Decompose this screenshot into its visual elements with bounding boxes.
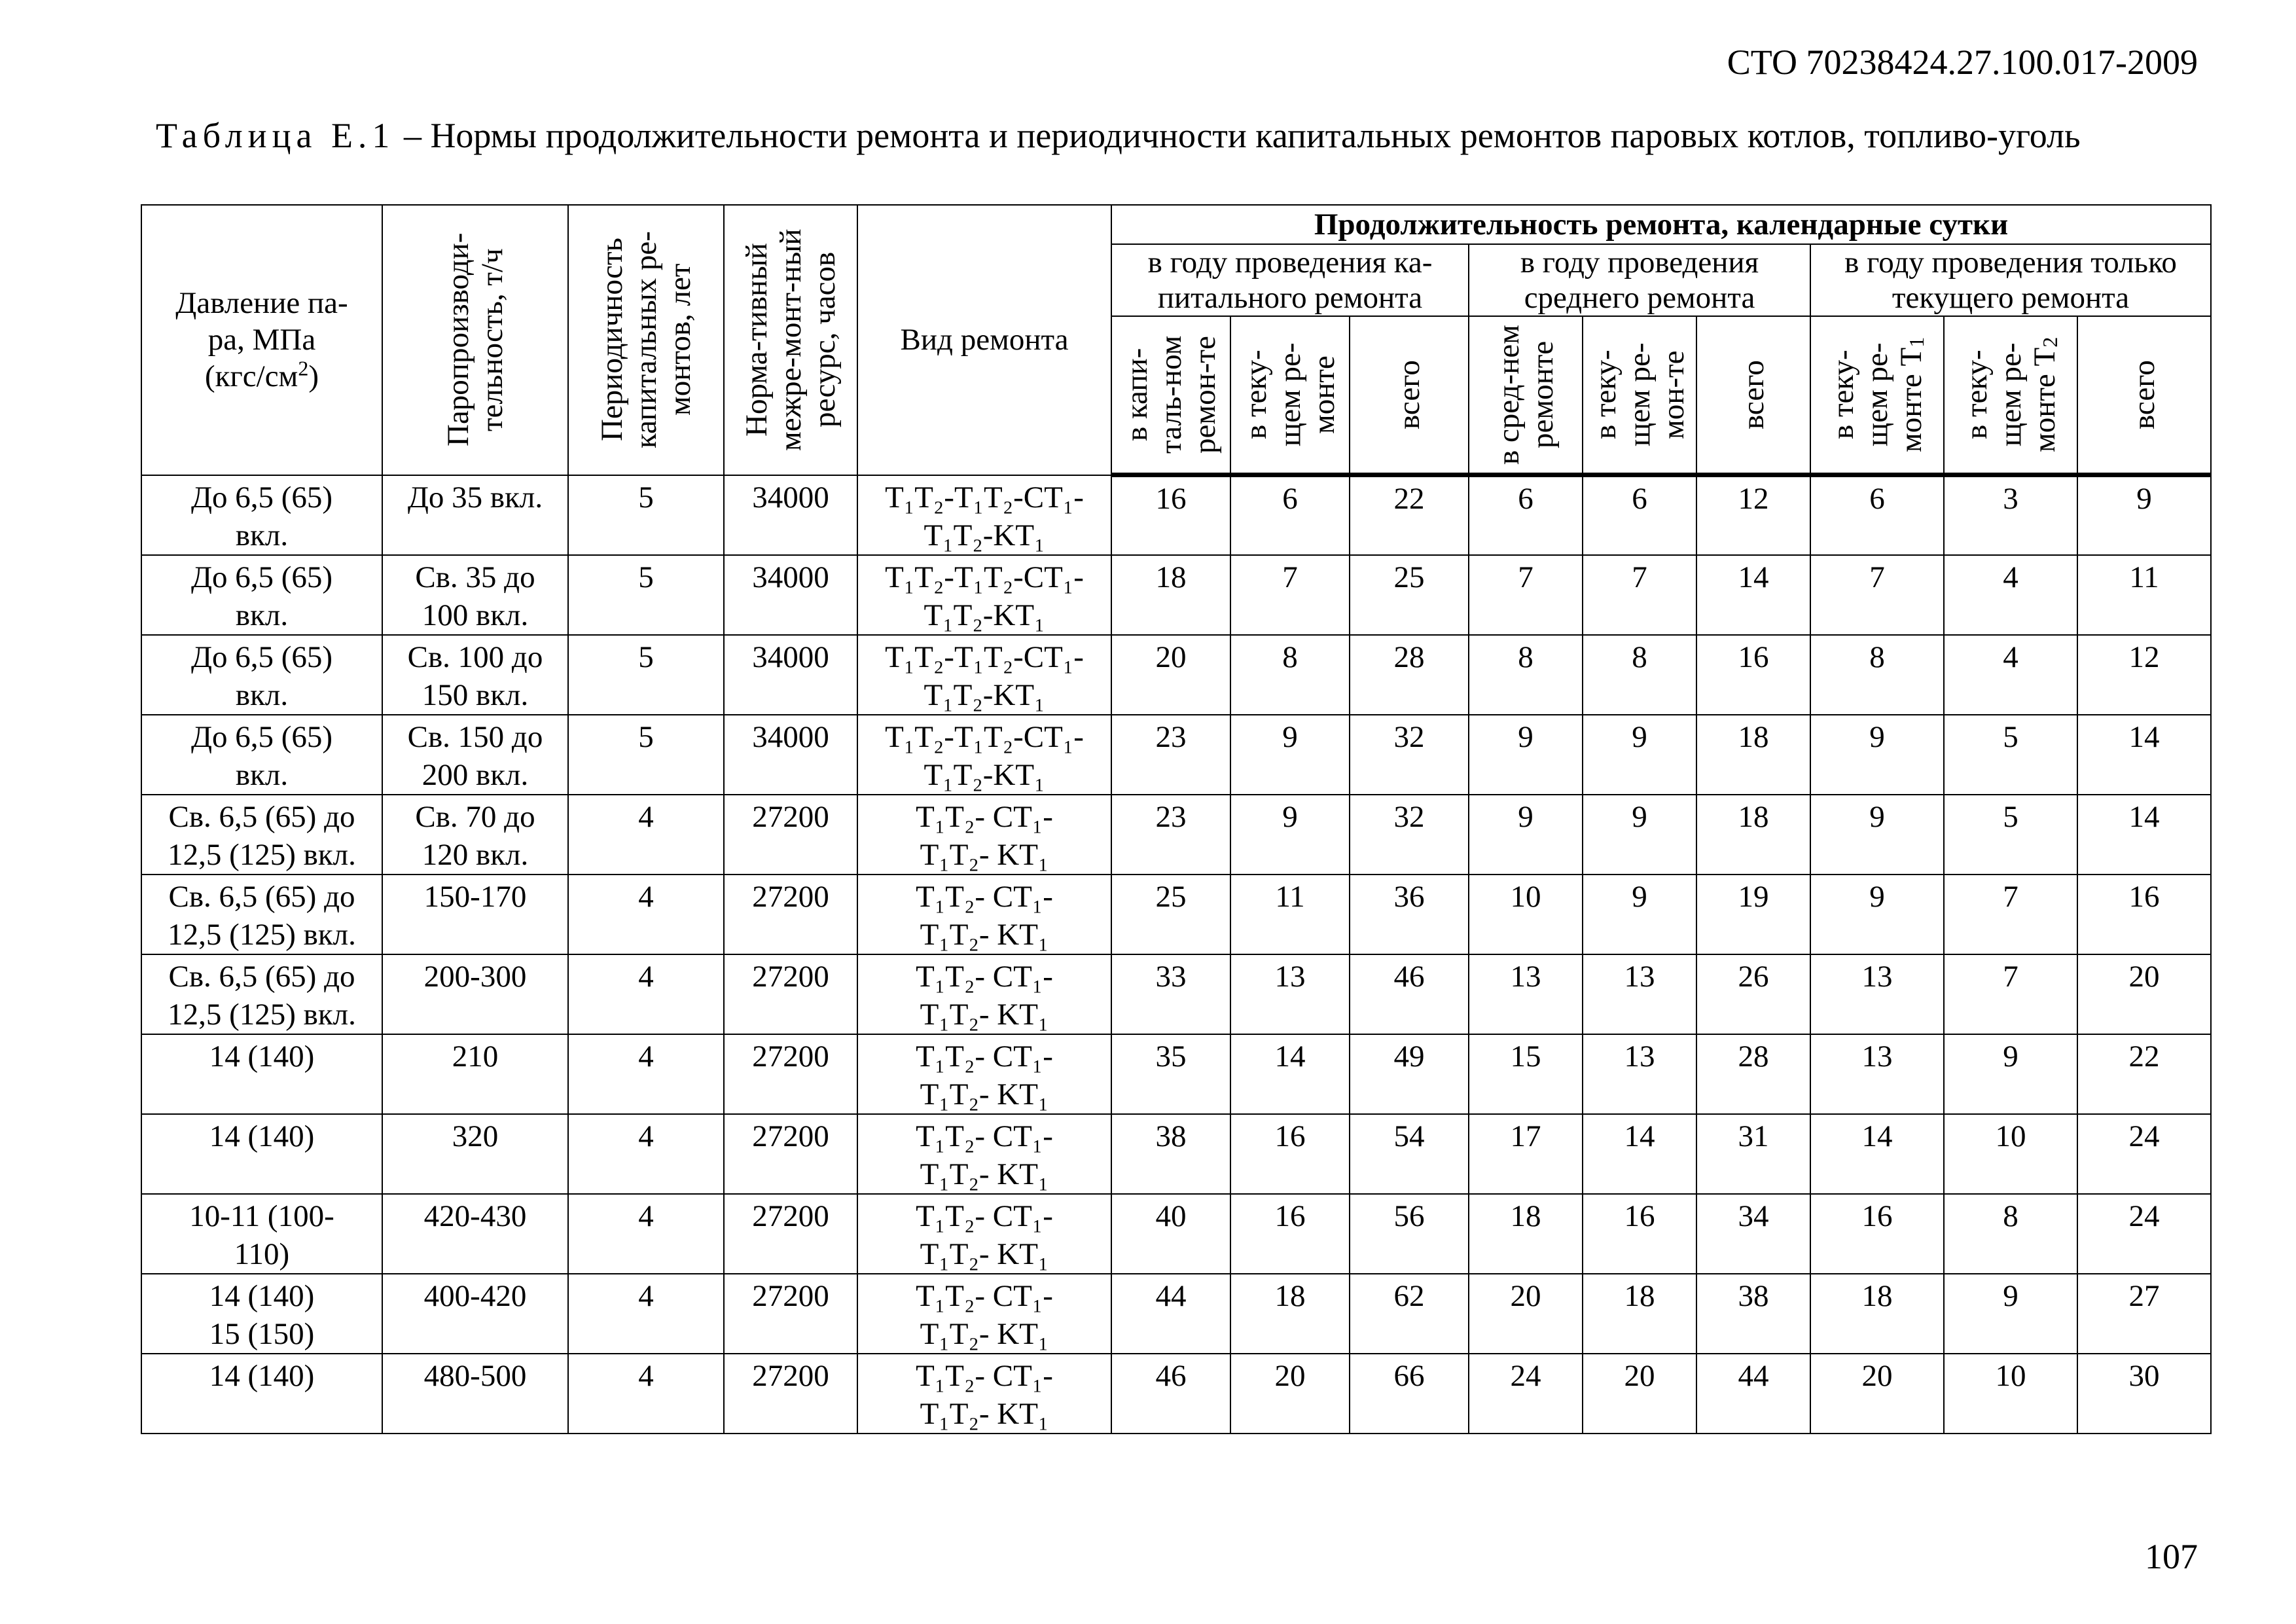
cell-cap-capital: 23 [1111, 715, 1230, 795]
col-header-med-current: в теку- щем ре- мон-те [1583, 316, 1696, 475]
cell-pressure: 10-11 (100- 110) [141, 1194, 382, 1274]
cell-med-medium: 9 [1469, 715, 1583, 795]
table-row [141, 715, 2211, 795]
cell-cap-current: 8 [1230, 635, 1350, 715]
cell-cur-t1: 13 [1810, 1034, 1944, 1114]
cell-capacity: 150-170 [382, 875, 568, 954]
cell-cur-t1: 7 [1810, 555, 1944, 635]
cell-period: 4 [568, 954, 724, 1034]
cell-resource: 34000 [724, 635, 857, 715]
cell-cur-t2: 7 [1944, 875, 2077, 954]
cell-cur-t1: 9 [1810, 875, 1944, 954]
cell-capacity: Св. 70 до 120 вкл. [382, 795, 568, 875]
cell-pressure: До 6,5 (65) вкл. [141, 555, 382, 635]
cell-cap-total: 54 [1350, 1114, 1469, 1194]
col-header-pressure: Давление па- ра, МПа $(кгс/см^2)$ [141, 205, 382, 475]
cell-cur-total: 16 [2077, 875, 2211, 954]
cell-cur-total: 22 [2077, 1034, 2211, 1114]
caption-text: – Нормы продолжительности ремонта и периодичности капитальных ремонтов паровых котлов, топливо-уголь [395, 116, 2081, 155]
cell-repair-kind: T₁T₂- CT₁- T₁T₂- KT₁ [857, 1354, 1111, 1434]
cell-med-total: 31 [1696, 1114, 1810, 1194]
cell-med-medium: 9 [1469, 795, 1583, 875]
cell-med-total: 19 [1696, 875, 1810, 954]
cell-cap-capital: 38 [1111, 1114, 1230, 1194]
cell-cap-current: 11 [1230, 875, 1350, 954]
table-row [141, 1194, 2211, 1274]
cell-med-total: 44 [1696, 1354, 1810, 1434]
col-header-duration: Продолжительность ремонта, календарные сутки [1111, 205, 2211, 244]
cell-cur-t2: 10 [1944, 1114, 2077, 1194]
cell-capacity: Св. 35 до 100 вкл. [382, 555, 568, 635]
cell-period: 4 [568, 795, 724, 875]
cell-pressure: Св. 6,5 (65) до 12,5 (125) вкл. [141, 954, 382, 1034]
cell-resource: 27200 [724, 795, 857, 875]
col-header-cap-current: в теку- щем ре- монте [1230, 316, 1350, 475]
cell-med-total: 14 [1696, 555, 1810, 635]
cell-repair-kind: T₁T₂- CT₁- T₁T₂- KT₁ [857, 875, 1111, 954]
table-row [141, 1354, 2211, 1434]
cell-cur-t1: 20 [1810, 1354, 1944, 1434]
cell-med-medium: 13 [1469, 954, 1583, 1034]
cell-cap-capital: 16 [1111, 475, 1230, 555]
cell-cur-t1: 14 [1810, 1114, 1944, 1194]
cell-cap-current: 6 [1230, 475, 1350, 555]
cell-resource: 27200 [724, 1274, 857, 1354]
cell-cap-total: 32 [1350, 795, 1469, 875]
cell-med-total: 16 [1696, 635, 1810, 715]
cell-period: 5 [568, 475, 724, 555]
cell-cur-t2: 4 [1944, 635, 2077, 715]
cell-cap-total: 25 [1350, 555, 1469, 635]
cell-cur-t1: 6 [1810, 475, 1944, 555]
cell-resource: 27200 [724, 1194, 857, 1274]
cell-pressure: Св. 6,5 (65) до 12,5 (125) вкл. [141, 795, 382, 875]
cell-cap-current: 18 [1230, 1274, 1350, 1354]
cell-resource: 27200 [724, 875, 857, 954]
cell-cur-t2: 3 [1944, 475, 2077, 555]
cell-cur-total: 14 [2077, 795, 2211, 875]
cell-med-medium: 6 [1469, 475, 1583, 555]
cell-cur-t1: 13 [1810, 954, 1944, 1034]
cell-cur-t2: 9 [1944, 1274, 2077, 1354]
cell-cur-t1: 9 [1810, 795, 1944, 875]
cell-cur-total: 24 [2077, 1114, 2211, 1194]
cell-med-current: 7 [1583, 555, 1696, 635]
cell-repair-kind: T₁T₂- CT₁- T₁T₂- KT₁ [857, 1034, 1111, 1114]
cell-cap-total: 62 [1350, 1274, 1469, 1354]
table-row [141, 1114, 2211, 1194]
cell-cur-total: 12 [2077, 635, 2211, 715]
cell-cap-total: 22 [1350, 475, 1469, 555]
table-caption [156, 115, 2200, 156]
cell-med-current: 18 [1583, 1274, 1696, 1354]
cell-cur-t1: 8 [1810, 635, 1944, 715]
cell-cur-total: 20 [2077, 954, 2211, 1034]
table-row [141, 1274, 2211, 1354]
cell-period: 5 [568, 635, 724, 715]
cell-cap-current: 16 [1230, 1114, 1350, 1194]
cell-repair-kind: T₁T₂-T₁T₂-CT₁- T₁T₂-KT₁ [857, 475, 1111, 555]
table-row [141, 875, 2211, 954]
cell-cur-t2: 7 [1944, 954, 2077, 1034]
cell-med-medium: 17 [1469, 1114, 1583, 1194]
cell-cap-total: 49 [1350, 1034, 1469, 1114]
cell-med-current: 13 [1583, 954, 1696, 1034]
cell-cur-t2: 4 [1944, 555, 2077, 635]
table-row [141, 635, 2211, 715]
cell-pressure: 14 (140) 15 (150) [141, 1274, 382, 1354]
cell-cap-capital: 44 [1111, 1274, 1230, 1354]
cell-med-current: 9 [1583, 795, 1696, 875]
cell-med-medium: 15 [1469, 1034, 1583, 1114]
cell-med-current: 20 [1583, 1354, 1696, 1434]
cell-pressure: До 6,5 (65) вкл. [141, 635, 382, 715]
cell-cap-total: 36 [1350, 875, 1469, 954]
cell-med-total: 34 [1696, 1194, 1810, 1274]
cell-repair-kind: T₁T₂-T₁T₂-CT₁- T₁T₂-KT₁ [857, 635, 1111, 715]
cell-capacity: Св. 100 до 150 вкл. [382, 635, 568, 715]
page-number: 107 [2145, 1537, 2198, 1576]
cell-capacity: 400-420 [382, 1274, 568, 1354]
cell-cap-total: 66 [1350, 1354, 1469, 1434]
cell-resource: 27200 [724, 1034, 857, 1114]
cell-capacity: 200-300 [382, 954, 568, 1034]
col-group-capital: в году проведения ка- питального ремонта [1111, 244, 1469, 316]
cell-cap-current: 14 [1230, 1034, 1350, 1114]
cell-repair-kind: T₁T₂- CT₁- T₁T₂- KT₁ [857, 1114, 1111, 1194]
cell-cur-total: 27 [2077, 1274, 2211, 1354]
cell-cap-total: 32 [1350, 715, 1469, 795]
cell-cur-t2: 5 [1944, 795, 2077, 875]
table-row [141, 1034, 2211, 1114]
cell-cur-total: 11 [2077, 555, 2211, 635]
cell-period: 4 [568, 1274, 724, 1354]
col-header-resource: Норма-тивный межре-монт-ный ресурс, часов [724, 205, 857, 475]
cell-repair-kind: T₁T₂- CT₁- T₁T₂- KT₁ [857, 1194, 1111, 1274]
cell-capacity: 210 [382, 1034, 568, 1114]
cell-pressure: 14 (140) [141, 1354, 382, 1434]
cell-resource: 27200 [724, 1114, 857, 1194]
cell-med-current: 9 [1583, 875, 1696, 954]
repair-norms-table [141, 204, 2212, 1434]
cell-med-total: 18 [1696, 715, 1810, 795]
cell-cap-current: 9 [1230, 795, 1350, 875]
cell-cur-t1: 18 [1810, 1274, 1944, 1354]
cell-cur-total: 24 [2077, 1194, 2211, 1274]
col-header-cur-t2: в теку- щем ре- монте $Т_2$ [1944, 316, 2077, 475]
cell-med-current: 13 [1583, 1034, 1696, 1114]
cell-capacity: Св. 150 до 200 вкл. [382, 715, 568, 795]
cell-med-total: 12 [1696, 475, 1810, 555]
col-header-capacity: Паропроизводи- тельность, т/ч [382, 205, 568, 475]
cell-med-medium: 24 [1469, 1354, 1583, 1434]
cell-med-current: 6 [1583, 475, 1696, 555]
cell-cur-t2: 9 [1944, 1034, 2077, 1114]
cell-med-medium: 10 [1469, 875, 1583, 954]
cell-cap-capital: 18 [1111, 555, 1230, 635]
col-group-current: в году проведения только текущего ремонта [1810, 244, 2211, 316]
cell-med-total: 38 [1696, 1274, 1810, 1354]
cell-capacity: 420-430 [382, 1194, 568, 1274]
table-row [141, 795, 2211, 875]
cell-cap-current: 13 [1230, 954, 1350, 1034]
cell-resource: 27200 [724, 1354, 857, 1434]
cell-cap-capital: 23 [1111, 795, 1230, 875]
cell-cap-capital: 46 [1111, 1354, 1230, 1434]
cell-resource: 27200 [724, 954, 857, 1034]
cell-pressure: Св. 6,5 (65) до 12,5 (125) вкл. [141, 875, 382, 954]
table-body [141, 475, 2211, 1434]
cell-cap-capital: 20 [1111, 635, 1230, 715]
cell-cur-t2: 10 [1944, 1354, 2077, 1434]
col-header-cur-t1: в теку- щем ре- монте $Т_1$ [1810, 316, 1944, 475]
col-header-cap-total: всего [1350, 316, 1469, 475]
cell-cap-total: 56 [1350, 1194, 1469, 1274]
col-header-repair-kind: Вид ремонта [857, 205, 1111, 475]
cell-repair-kind: T₁T₂- CT₁- T₁T₂- KT₁ [857, 954, 1111, 1034]
cell-med-current: 16 [1583, 1194, 1696, 1274]
cell-med-medium: 18 [1469, 1194, 1583, 1274]
cell-period: 4 [568, 875, 724, 954]
cell-period: 4 [568, 1194, 724, 1274]
cell-med-medium: 8 [1469, 635, 1583, 715]
cell-pressure: 14 (140) [141, 1114, 382, 1194]
cell-resource: 34000 [724, 555, 857, 635]
cell-capacity: До 35 вкл. [382, 475, 568, 555]
cell-med-current: 9 [1583, 715, 1696, 795]
cell-period: 4 [568, 1114, 724, 1194]
header-row-main [141, 205, 2211, 244]
cell-pressure: 14 (140) [141, 1034, 382, 1114]
cell-med-current: 8 [1583, 635, 1696, 715]
cell-cur-t2: 5 [1944, 715, 2077, 795]
cell-med-current: 14 [1583, 1114, 1696, 1194]
cell-period: 5 [568, 715, 724, 795]
cell-cur-total: 14 [2077, 715, 2211, 795]
col-group-medium: в году проведения среднего ремонта [1469, 244, 1810, 316]
cell-med-total: 18 [1696, 795, 1810, 875]
cell-cap-capital: 40 [1111, 1194, 1230, 1274]
cell-capacity: 480-500 [382, 1354, 568, 1434]
document-code: СТО 70238424.27.100.017-2009 [1727, 43, 2198, 82]
cell-period: 4 [568, 1354, 724, 1434]
cell-period: 4 [568, 1034, 724, 1114]
table-row [141, 954, 2211, 1034]
cell-cap-capital: 25 [1111, 875, 1230, 954]
col-header-period: Периодичность капитальных ре- монтов, лет [568, 205, 724, 475]
cell-med-medium: 7 [1469, 555, 1583, 635]
cell-cap-current: 7 [1230, 555, 1350, 635]
cell-resource: 34000 [724, 475, 857, 555]
caption-label: Таблица Е.1 [156, 116, 395, 155]
cell-cap-current: 16 [1230, 1194, 1350, 1274]
cell-cur-total: 9 [2077, 475, 2211, 555]
cell-cap-total: 46 [1350, 954, 1469, 1034]
cell-cur-t1: 16 [1810, 1194, 1944, 1274]
cell-cap-current: 20 [1230, 1354, 1350, 1434]
col-header-med-total: всего [1696, 316, 1810, 475]
cell-med-medium: 20 [1469, 1274, 1583, 1354]
cell-cur-t2: 8 [1944, 1194, 2077, 1274]
table-row [141, 555, 2211, 635]
cell-med-total: 28 [1696, 1034, 1810, 1114]
cell-repair-kind: T₁T₂- CT₁- T₁T₂- KT₁ [857, 1274, 1111, 1354]
cell-repair-kind: T₁T₂-T₁T₂-CT₁- T₁T₂-KT₁ [857, 715, 1111, 795]
col-header-med-medium: в сред-нем ремонте [1469, 316, 1583, 475]
cell-med-total: 26 [1696, 954, 1810, 1034]
cell-pressure: До 6,5 (65) вкл. [141, 715, 382, 795]
cell-cur-t1: 9 [1810, 715, 1944, 795]
cell-repair-kind: T₁T₂- CT₁- T₁T₂- KT₁ [857, 795, 1111, 875]
cell-cap-capital: 33 [1111, 954, 1230, 1034]
cell-capacity: 320 [382, 1114, 568, 1194]
cell-pressure: До 6,5 (65) вкл. [141, 475, 382, 555]
cell-cap-current: 9 [1230, 715, 1350, 795]
cell-cap-total: 28 [1350, 635, 1469, 715]
table-row [141, 475, 2211, 555]
col-header-cur-total: всего [2077, 316, 2211, 475]
cell-repair-kind: T₁T₂-T₁T₂-CT₁- T₁T₂-KT₁ [857, 555, 1111, 635]
col-header-cap-capital: в капи- таль-ном ремон-те [1111, 316, 1230, 475]
cell-cap-capital: 35 [1111, 1034, 1230, 1114]
cell-resource: 34000 [724, 715, 857, 795]
cell-period: 5 [568, 555, 724, 635]
cell-cur-total: 30 [2077, 1354, 2211, 1434]
